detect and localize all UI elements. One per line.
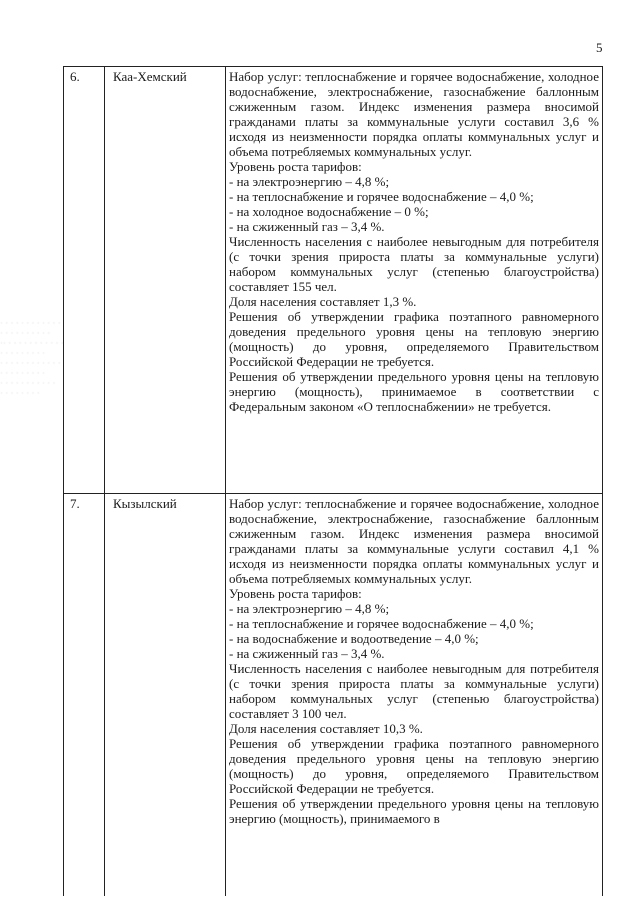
price-limit-decision: Решения об утверждении предельного уровня цены на тепловую энергию (мощность), принимаемого в — [229, 796, 599, 826]
municipalities-table — [63, 66, 603, 896]
services-paragraph: Набор услуг: теплоснабжение и горячее водоснабжение, холодное водоснабжение, электроснабжение, газоснабжение баллонным сжиженным газом. Индекс изменения размера вносимой гражданами платы за коммунальные услуги составил 4,1 % исходя из неизменности порядка оплаты коммунальных услуг и объема потребляемых коммунальных услуг. — [229, 496, 599, 586]
table-row — [64, 67, 603, 494]
page-number: 5 — [596, 40, 603, 55]
municipality-name: Кызылский — [105, 494, 226, 897]
tariff-item: - на теплоснабжение и горячее водоснабжение – 4,0 %; — [229, 189, 534, 204]
tariff-item: - на сжиженный газ – 3,4 %. — [229, 646, 385, 661]
schedule-decision: Решения об утверждении графика поэтапного равномерного доведения предельного уровня цены на тепловую энергию (мощность) до уровня, определяемого Правительством Российской Федерации не требуется. — [229, 736, 599, 796]
tariff-item: - на электроэнергию – 4,8 %; — [229, 601, 390, 616]
tariff-heading: Уровень роста тарифов: — [229, 159, 362, 174]
tariff-item: - на холодное водоснабжение – 0 %; — [229, 204, 429, 219]
municipality-name: Каа-Хемский — [105, 67, 226, 494]
bleed-through-text: · · · · · · · · · · · · · · · · · · · · · · ·· · · · · · · · · · · · · · · · · · · · · · · · · · · · · · · · · · · · · · · · · · · · · · · · · · · · · · · · · · · · · — [0, 318, 64, 398]
tariff-heading: Уровень роста тарифов: — [229, 586, 362, 601]
services-paragraph: Набор услуг: теплоснабжение и горячее водоснабжение, холодное водоснабжение, электроснабжение, газоснабжение баллонным сжиженным газом. Индекс изменения размера вносимой гражданами платы за коммунальные услуги составил 3,6 % исходя из неизменности порядка оплаты коммунальных услуг и объема потребляемых коммунальных услуг. — [229, 69, 599, 159]
row-description — [226, 494, 603, 897]
population-share: Доля населения составляет 1,3 %. — [229, 294, 417, 309]
schedule-decision: Решения об утверждении графика поэтапного равномерного доведения предельного уровня цены на тепловую энергию (мощность) до уровня, определяемого Правительством Российской Федерации не требуется. — [229, 309, 599, 369]
price-limit-decision: Решения об утверждении предельного уровня цены на тепловую энергию (мощность), принимаемое в соответствии с Федеральным законом «О теплоснабжении» не требуется. — [229, 369, 599, 414]
row-description — [226, 67, 603, 494]
tariff-item: - на электроэнергию – 4,8 %; — [229, 174, 390, 189]
table-row — [64, 494, 603, 897]
tariff-item: - на водоснабжение и водоотведение – 4,0 %; — [229, 631, 479, 646]
row-number: 6. — [64, 67, 105, 494]
row-number: 7. — [64, 494, 105, 897]
population-paragraph: Численность населения с наиболее невыгодным для потребителя (с точки зрения прироста платы за коммунальные услуги) набором коммунальных услуг (степенью благоустройства) составляет 155 чел. — [229, 234, 599, 294]
population-paragraph: Численность населения с наиболее невыгодным для потребителя (с точки зрения прироста платы за коммунальные услуги) набором коммунальных услуг (степенью благоустройства) составляет 3 100 чел. — [229, 661, 599, 721]
population-share: Доля населения составляет 10,3 %. — [229, 721, 423, 736]
tariff-item: - на теплоснабжение и горячее водоснабжение – 4,0 %; — [229, 616, 534, 631]
tariff-item: - на сжиженный газ – 3,4 %. — [229, 219, 385, 234]
